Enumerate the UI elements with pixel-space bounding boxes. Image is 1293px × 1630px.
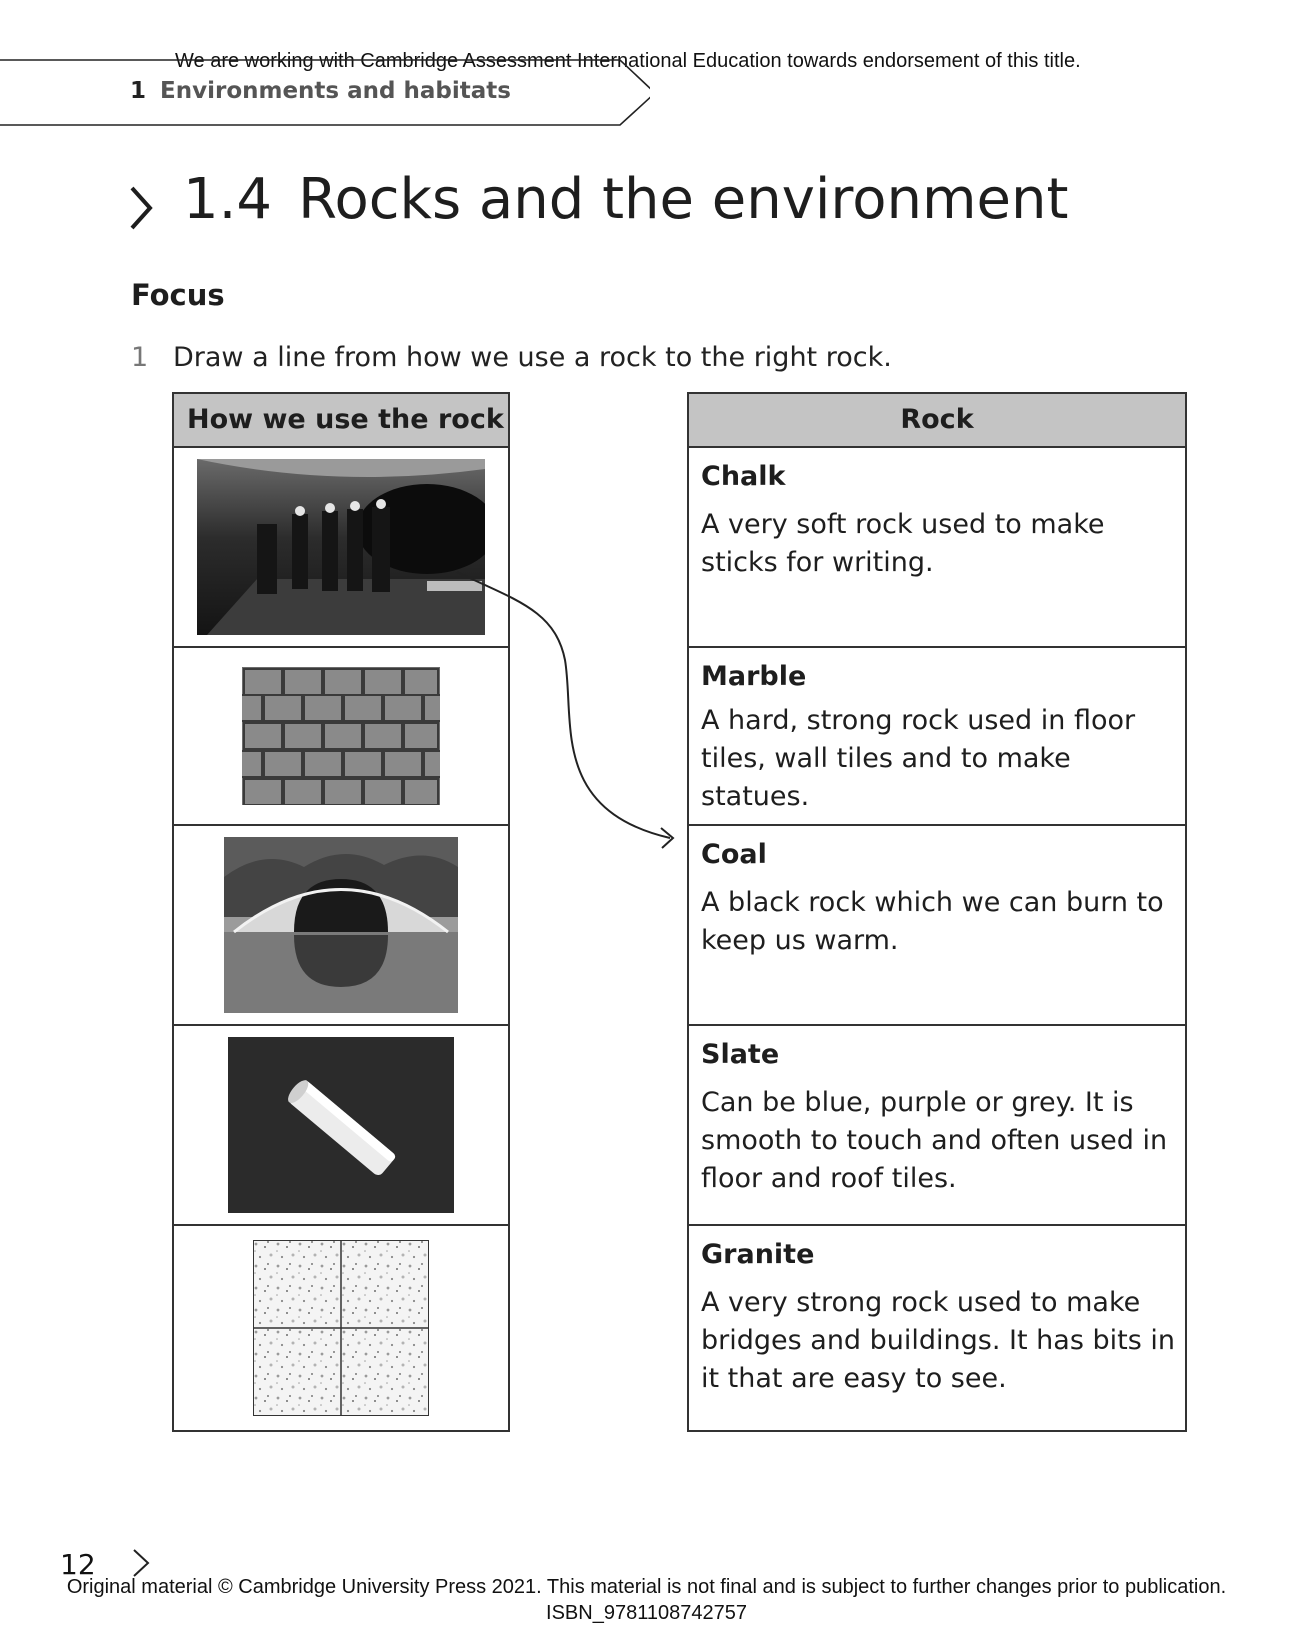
uses-table (172, 392, 510, 1432)
slate-roof-tiles-photo-icon (242, 667, 440, 805)
chevron-right-icon (128, 185, 154, 231)
rock-description: Can be blue, purple or grey. It is smooth to touch and often used in floor and roof tiles. (701, 1087, 1168, 1194)
chevron-right-icon (132, 1548, 150, 1578)
rock-name: Chalk (701, 461, 786, 492)
section-title-text: Rocks and the environment (298, 167, 1069, 232)
rock-name: Marble (701, 661, 807, 692)
use-cell-granite[interactable] (174, 1226, 508, 1430)
endorsement-notice: We are working with Cambridge Assessment International Education towards endorsement of this title. (175, 50, 1081, 72)
copyright-notice: Original material © Cambridge University Press 2021. This material is not final and is subject to further changes prior to publication. (66, 1576, 1227, 1598)
rock-description: A black rock which we can burn to keep us warm. (701, 887, 1164, 956)
rocks-table (687, 392, 1187, 1432)
isbn: ISBN_9781108742757 (546, 1602, 747, 1624)
coal-miners-photo-icon (197, 459, 485, 635)
focus-heading: Focus (131, 278, 225, 312)
rock-description: A very strong rock used to make bridges and buildings. It has bits in it that are easy to see. (701, 1287, 1175, 1394)
rock-name: Slate (701, 1039, 780, 1070)
rock-description: A hard, strong rock used in floor tiles, wall tiles and to make statues. (701, 705, 1136, 812)
page-number: 12 (60, 1548, 96, 1581)
rock-cell-granite[interactable] (689, 1226, 1185, 1430)
rock-cell-coal[interactable] (689, 826, 1185, 1026)
granite-tiles-photo-icon (253, 1240, 429, 1416)
question-number: 1 (131, 342, 149, 373)
rock-cell-marble[interactable] (689, 648, 1185, 826)
question (131, 342, 892, 373)
question-text: Draw a line from how we use a rock to the right rock. (173, 342, 892, 373)
example-connector-arrow (455, 570, 695, 860)
chapter-number: 1 (130, 78, 147, 104)
uses-table-header: How we use the rock (174, 394, 508, 448)
rock-description: A very soft rock used to make sticks for writing. (701, 509, 1105, 578)
chapter-title: Environments and habitats (160, 78, 511, 104)
rocks-table-header: Rock (689, 394, 1185, 448)
rock-cell-chalk[interactable] (689, 448, 1185, 648)
stone-arch-bridge-photo-icon (224, 837, 458, 1013)
use-cell-chalk[interactable] (174, 1026, 508, 1226)
section-number: 1.4 (183, 167, 273, 232)
rock-cell-slate[interactable] (689, 1026, 1185, 1226)
rock-name: Granite (701, 1239, 815, 1270)
section-title (183, 167, 1068, 232)
rock-name: Coal (701, 839, 767, 870)
chapter-header (130, 78, 511, 104)
chalk-stick-photo-icon (228, 1037, 454, 1213)
